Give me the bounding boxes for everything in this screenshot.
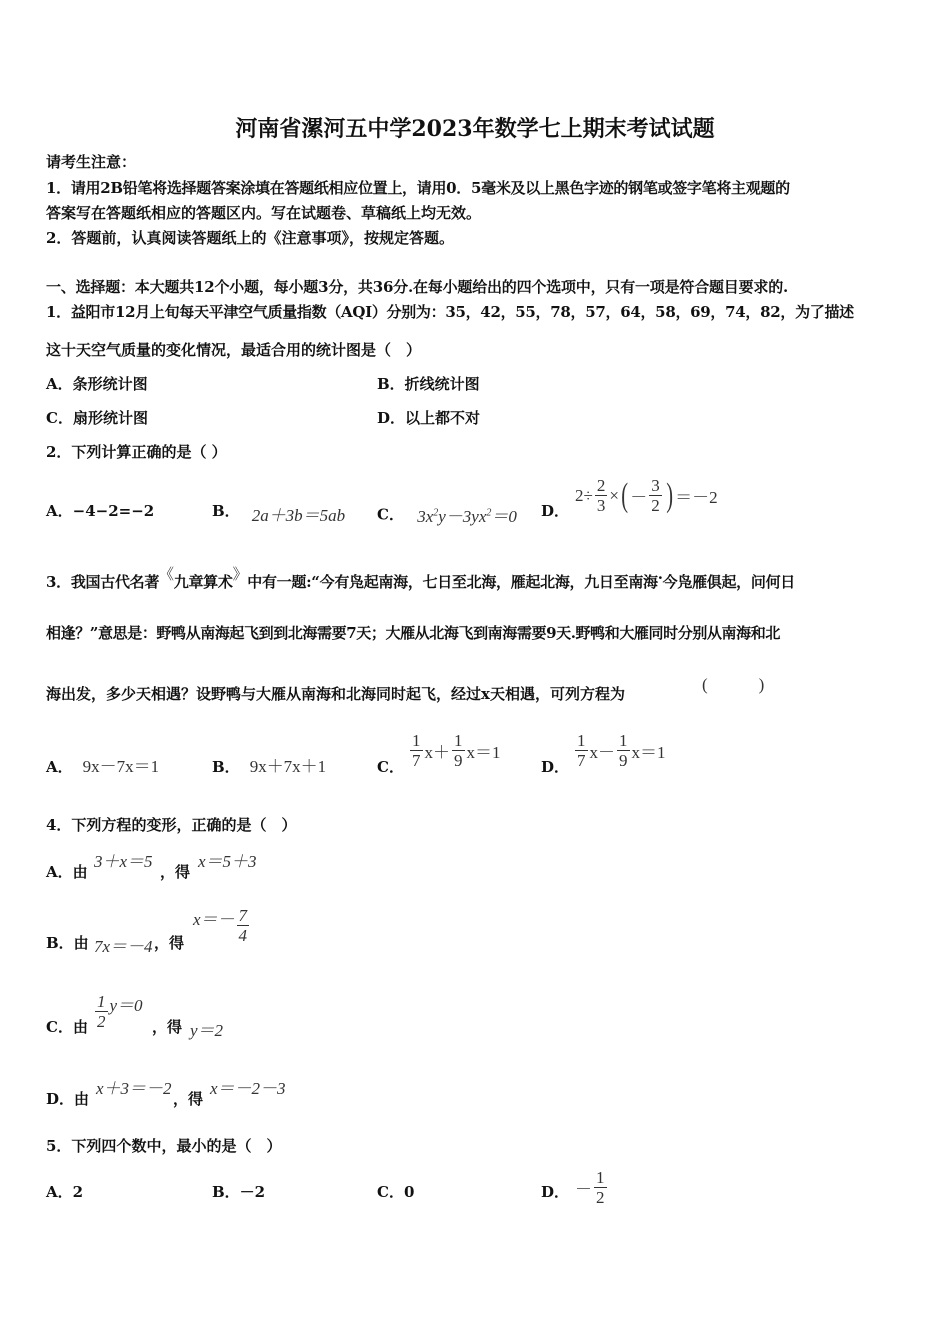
q5-d-frac-num: 1: [596, 1168, 605, 1187]
q3-option-d-label: D．: [541, 758, 570, 776]
q3-c-frac2-num: 1: [454, 731, 463, 750]
q3-option-d-expr: [573, 731, 666, 770]
q2-d-lparen: (: [621, 476, 628, 514]
section-heading: 一、选择题：本大题共12个小题，每小题3分，共36分.在每小题给出的四个选项中，只有一项是符合题目要求的.: [46, 278, 789, 296]
q3-c-frac1-num: 1: [412, 731, 421, 750]
q3-option-c-label: C．: [377, 758, 404, 776]
notice-line-1b: 答案写在答题纸相应的答题区内。写在试题卷、草稿纸上均无效。: [46, 204, 482, 222]
q5-option-c: C．0: [377, 1183, 415, 1201]
q2-d-frac2-den: 2: [651, 496, 660, 515]
q2-d-frac2: [649, 476, 662, 515]
q4-b-frac: [237, 906, 250, 945]
notice-line-1a: 1．请用2B铅笔将选择题答案涂填在答题纸相应位置上，请用0．5毫米及以上黑色字迹的钢笔或签字笔将主观题的: [46, 179, 790, 197]
q2-option-d-label: D．: [541, 502, 570, 520]
q1-option-a: A．条形统计图: [46, 375, 148, 393]
q4-option-b-eq2: [193, 906, 251, 945]
q3-option-b: [212, 757, 326, 777]
q2-d-part1: 2÷: [575, 485, 593, 505]
q4-c-lhs: y＝0: [109, 996, 143, 1015]
page-title: 河南省漯河五中学2023年数学七上期末考试试题: [235, 116, 715, 142]
q4-option-d-label: D．由: [46, 1090, 90, 1108]
q2-option-c-expr: [417, 507, 517, 526]
q3-c-frac2-den: 9: [454, 751, 463, 770]
q5-d-neg: －: [575, 1180, 592, 1199]
q4-option-a-label: A．由: [46, 863, 88, 881]
q3-option-a-expr: 9x－7x＝1: [82, 757, 160, 776]
q3-stem-c: 海出发，多少天相遇？设野鸭与大雁从南海和北海同时起飞，经过x天相遇，可列方程为: [46, 685, 625, 703]
q4-option-d-eq2: x＝－2－3: [210, 1079, 286, 1098]
q3-d-frac1: [575, 731, 588, 770]
q3-dot: .: [657, 565, 663, 583]
q2-option-a-label: A．: [46, 502, 73, 520]
q2-d-frac2-num: 3: [651, 476, 660, 495]
q5-stem: 5．下列四个数中，最小的是（ ）: [46, 1137, 282, 1155]
q3-option-b-label: B．: [212, 758, 240, 776]
q4-c-frac-den: 2: [97, 1012, 106, 1031]
q4-option-a-mid: ，得: [160, 863, 191, 881]
q2-option-b-expr: 2a＋3b＝5ab: [251, 506, 346, 525]
q5-option-a: A．2: [46, 1183, 84, 1201]
q4-option-a-eq2: x＝5＋3: [198, 852, 257, 871]
q4-option-a-eq1: 3＋x＝5: [94, 852, 153, 871]
q5-option-b: B．－2: [212, 1183, 266, 1201]
q2-option-d-expr: [575, 476, 718, 515]
q2-d-neg: －: [630, 488, 648, 507]
q4-option-b-eq1: 7x＝－4: [94, 937, 153, 956]
q2-c-exp2: 2: [486, 507, 492, 518]
q3-c-frac2: [452, 731, 465, 770]
q2-c-part3: ＝0: [491, 506, 517, 526]
q4-option-c-mid: ，得: [152, 1018, 183, 1036]
q4-option-b-label: B．由: [46, 934, 89, 952]
q3-option-c-expr: [408, 731, 501, 770]
q2-d-frac1-den: 3: [596, 496, 606, 515]
q2-c-part2: y－3yx: [438, 506, 487, 526]
q2-d-end: ＝－2: [675, 488, 718, 507]
q3-d-end: x＝1: [631, 743, 666, 762]
q1-stem-a: 1．益阳市12月上旬每天平津空气质量指数（AQI）分别为：35，42，55，78，57，64，58，69，74，82，为了描述: [46, 303, 854, 321]
q4-b-frac-num: 7: [238, 906, 248, 925]
q1-option-b: B．折线统计图: [377, 375, 480, 393]
q4-b-lhs: x＝－: [193, 910, 235, 929]
q3-d-frac2: [617, 731, 630, 770]
q1-option-c: C．扇形统计图: [46, 409, 148, 427]
q2-c-exp1: 2: [433, 507, 439, 518]
q4-option-c-label: C．由: [46, 1018, 88, 1036]
q2-c-part1: 3x: [417, 506, 434, 526]
q2-option-a-expr: −4−2=−2: [72, 502, 155, 520]
q4-stem: 4．下列方程的变形，正确的是（ ）: [46, 816, 297, 834]
q5-option-d-expr: [575, 1168, 609, 1207]
q2-d-frac1: [595, 476, 608, 515]
q3-d-frac1-num: 1: [577, 731, 586, 750]
q3-option-b-expr: 9x＋7x＋1: [249, 757, 327, 776]
q3-c-frac1-den: 7: [412, 751, 421, 770]
q4-option-d-mid: ，得: [173, 1090, 204, 1108]
q1-stem-b: 这十天空气质量的变化情况，最适合用的统计图是（ ）: [46, 341, 422, 359]
q1-option-d: D．以上都不对: [377, 409, 481, 427]
q3-option-a-label: A．: [46, 758, 73, 776]
q4-option-c-eq2: y＝2: [190, 1021, 224, 1040]
q2-d-rparen: ): [666, 476, 673, 514]
q3-book-close: 》: [232, 565, 248, 583]
q4-c-frac: [95, 992, 108, 1031]
q3-stem-a: [46, 565, 795, 592]
q3-d-mid: x－: [589, 743, 615, 762]
q4-c-frac-num: 1: [97, 992, 106, 1011]
q3-d-frac2-num: 1: [619, 731, 628, 750]
q3-c-end: x＝1: [466, 743, 501, 762]
q4-option-d-eq1: x＋3＝－2: [96, 1079, 172, 1098]
q3-stem-a2: 中有一题:“今有凫起南海，七日至北海，雁起北海，九日至南海: [247, 573, 658, 591]
q4-b-frac-den: 4: [238, 926, 248, 945]
q5-option-d-label: D．: [541, 1183, 570, 1201]
q2-option-b-label: B．: [212, 502, 240, 520]
q2-option-a: [46, 501, 154, 521]
q3-d-frac2-den: 9: [619, 751, 628, 770]
q5-d-frac-den: 2: [596, 1188, 605, 1207]
q3-answer-blank: ( ): [702, 675, 765, 694]
q3-stem-a1: 3．我国古代名著: [46, 573, 160, 591]
q3-c-mid: x＋: [424, 743, 450, 762]
q3-d-frac1-den: 7: [577, 751, 586, 770]
q3-book-title: 九章算术: [173, 573, 233, 591]
q3-stem-a3: 今凫雁俱起，问何日: [662, 573, 795, 591]
q3-book-open: 《: [159, 565, 174, 583]
q2-option-c: [377, 501, 517, 526]
q2-d-frac1-num: 2: [596, 476, 606, 495]
q2-d-times: ×: [609, 485, 619, 505]
q3-c-frac1: [410, 731, 423, 770]
q4-option-c-eq1: [93, 992, 143, 1031]
q2-stem: 2．下列计算正确的是（ ）: [46, 443, 227, 461]
q4-option-b-mid: ，得: [154, 934, 185, 952]
notice-line-2: 2．答题前，认真阅读答题纸上的《注意事项》，按规定答题。: [46, 229, 454, 247]
q2-option-c-label: C．: [377, 505, 404, 524]
q2-option-b: [212, 501, 346, 525]
q3-option-a: [46, 757, 159, 777]
notice-heading: 请考生注意：: [46, 153, 137, 171]
q5-d-frac: [594, 1168, 607, 1207]
q3-stem-b: 相逢？”意思是：野鸭从南海起飞到到北海需要7天；大雁从北海飞到南海需要9天.野鸭和大雁同时分别从南海和北: [46, 624, 780, 642]
